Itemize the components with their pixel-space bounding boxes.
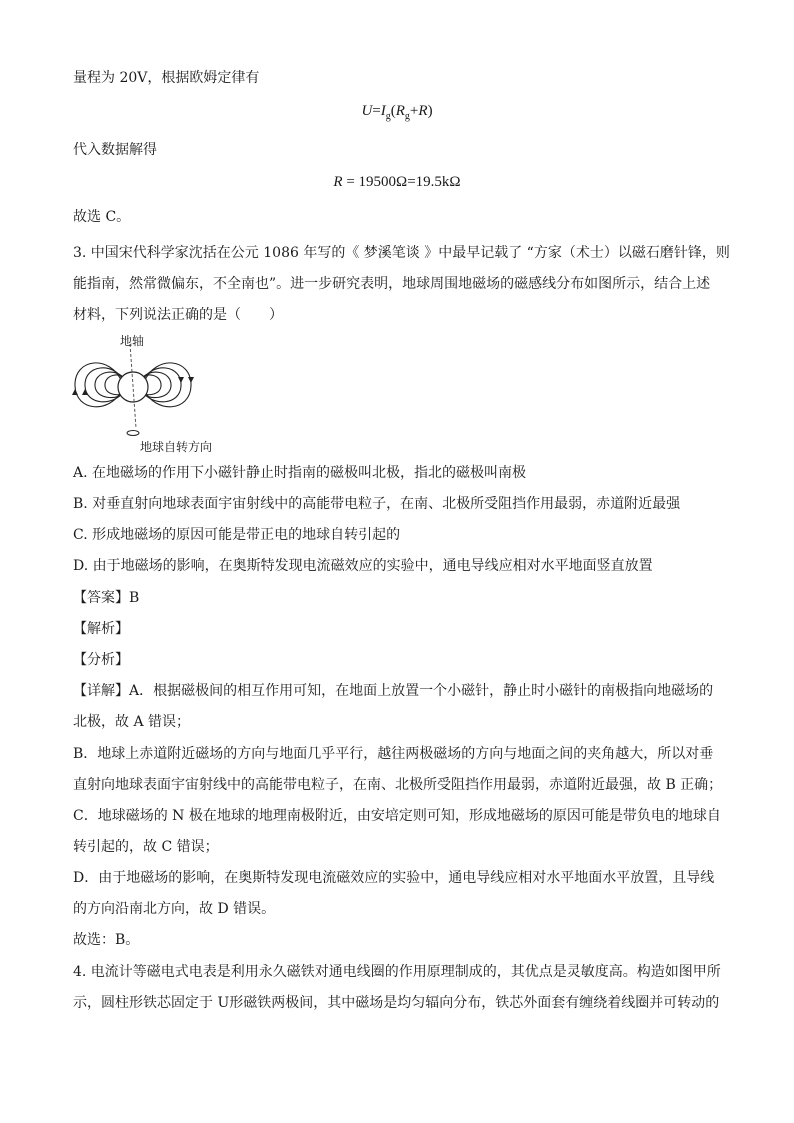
formula-var: I bbox=[380, 103, 386, 119]
analysis-label: 【解析】 bbox=[73, 621, 129, 637]
question-3-line: 3. 中国宋代科学家沈括在公元 1086 年写的《 梦溪笔谈 》中最早记载了 “方家（术士）以磁石磨针锋，则 bbox=[73, 245, 730, 261]
option-d: D. 由于地磁场的影响，在奥斯特发现电流磁效应的实验中，通电导线应相对水平地面竖直放置 bbox=[73, 558, 653, 574]
formula-var: U bbox=[361, 103, 373, 119]
formula-ohm-law bbox=[0, 101, 794, 127]
earth-magnetic-field-figure bbox=[70, 330, 240, 454]
formula-var: R bbox=[395, 103, 405, 119]
detail-line: 故选：B。 bbox=[73, 932, 140, 948]
formula-op: = bbox=[372, 103, 381, 119]
detail-line: C．地球磁场的 N 极在地球的地理南极附近，由安培定则可知，形成地磁场的原因可能是带负电的地球自 bbox=[73, 808, 721, 824]
question-3-line: 材料，下列说法正确的是（ ） bbox=[73, 307, 283, 323]
formula-op: + bbox=[409, 103, 419, 119]
question-4-line: 示，圆柱形铁芯固定于 U形磁铁两极间，其中磁场是均匀辐向分布，铁芯外面套有缠绕着线圈并可转动的 bbox=[73, 995, 720, 1011]
detail-line: 【详解】A．根据磁极间的相互作用可知，在地面上放置一个小磁针，静止时小磁针的南极指向地磁场的 bbox=[73, 683, 714, 699]
detail-line: B．地球上赤道附近磁场的方向与地面几乎平行，越往两极磁场的方向与地面之间的夹角越大，所以对垂 bbox=[73, 746, 714, 762]
fenxi-label: 【分析】 bbox=[73, 652, 129, 668]
detail-line: D．由于地磁场的影响，在奥斯特发现电流磁效应的实验中，通电导线应相对水平地面水平放置，且导线 bbox=[73, 870, 715, 886]
formula-var: R bbox=[333, 174, 343, 190]
formula-op: ) bbox=[427, 103, 433, 119]
formula-subscript: g bbox=[385, 111, 391, 122]
option-b: B. 对垂直射向地球表面宇宙射线中的高能带电粒子，在南、北极所受阻挡作用最弱，赤道附近最强 bbox=[73, 496, 681, 512]
formula-op: ( bbox=[390, 103, 396, 119]
option-c: C. 形成地磁场的原因可能是带正电的地球自转引起的 bbox=[73, 527, 401, 543]
formula-result bbox=[0, 172, 794, 192]
detail-line: 直射向地球表面宇宙射线中的高能带电粒子，在南、北极所受阻挡作用最弱，赤道附近最强，故 B 正确； bbox=[73, 777, 723, 793]
detail-line: 北极，故 A 错误； bbox=[73, 714, 191, 730]
formula-subscript: g bbox=[404, 111, 410, 122]
text-line: 故选 C。 bbox=[73, 209, 131, 225]
answer-label: 【答案】B bbox=[73, 590, 140, 606]
detail-line: 的方向沿南北方向，故 D 错误。 bbox=[73, 901, 276, 917]
option-a: A. 在地磁场的作用下小磁针静止时指南的磁极叫北极，指北的磁极叫南极 bbox=[73, 465, 527, 481]
detail-line: 转引起的，故 C 错误； bbox=[73, 839, 219, 855]
earth-axis-label: 地轴 bbox=[120, 334, 145, 348]
question-3-line: 能指南，然常微偏东，不全南也”。进一步研究表明，地球周围地磁场的磁感线分布如图所示，结合上述 bbox=[73, 276, 711, 292]
question-4-line: 4. 电流计等磁电式电表是利用永久磁铁对通电线圈的作用原理制成的，其优点是灵敏度高。构造如图甲所 bbox=[73, 964, 721, 980]
formula-value: = 19500Ω=19.5kΩ bbox=[342, 174, 461, 190]
formula-var: R bbox=[418, 103, 428, 119]
magnetic-field-diagram bbox=[70, 330, 240, 454]
text-line: 代入数据解得 bbox=[73, 142, 157, 158]
text-line: 量程为 20V，根据欧姆定律有 bbox=[73, 70, 260, 86]
earth-rotation-label: 地球自转方向 bbox=[140, 440, 213, 454]
